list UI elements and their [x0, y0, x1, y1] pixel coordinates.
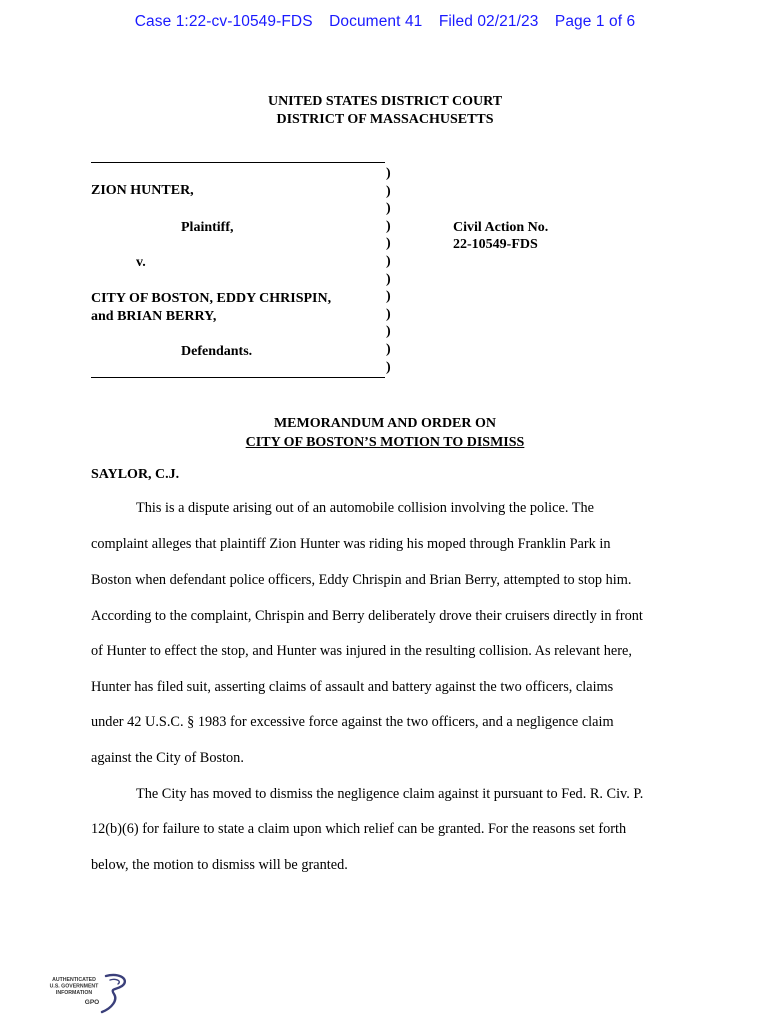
body-line: Boston when defendant police officers, Eddy Chrispin and Brian Berry, attempted to stop him. [91, 572, 632, 588]
caption-paren: ) [386, 324, 391, 340]
court-name: UNITED STATES DISTRICT COURT [267, 94, 503, 109]
seal-mark: GPO [84, 999, 100, 1006]
memorandum-title: MEMORANDUM AND ORDER ON [273, 416, 497, 431]
body-line: This is a dispute arising out of an automobile collision involving the police. The [136, 500, 594, 516]
caption-paren: ) [386, 253, 391, 269]
body-line: complaint alleges that plaintiff Zion Hunter was riding his moped through Franklin Park in [91, 536, 611, 552]
gpo-authentication-seal [44, 972, 134, 1018]
defendants-role: Defendants. [181, 344, 253, 359]
body-line: below, the motion to dismiss will be granted. [91, 857, 348, 873]
plaintiff-name: ZION HUNTER, [91, 183, 194, 198]
caption-paren: ) [386, 359, 391, 375]
caption-top-rule [91, 162, 385, 163]
caption-paren: ) [386, 236, 391, 252]
gpo-eagle-icon [44, 972, 134, 1018]
document-number: Document 41 [329, 13, 423, 30]
court-district: DISTRICT OF MASSACHUSETTS [276, 112, 494, 127]
versus-label: v. [136, 255, 146, 270]
body-line: The City has moved to dismiss the negligence claim against it pursuant to Fed. R. Civ. P. [136, 786, 644, 802]
caption-paren: ) [386, 306, 391, 322]
civil-action-number: 22-10549-FDS [453, 237, 538, 252]
defendants-names-line1: CITY OF BOSTON, EDDY CHRISPIN, [91, 291, 332, 306]
caption-paren-column [386, 165, 396, 376]
body-line: under 42 U.S.C. § 1983 for excessive force against the two officers, and a negligence claim [91, 714, 614, 730]
judge-attribution: SAYLOR, C.J. [91, 467, 180, 482]
body-line: of Hunter to effect the stop, and Hunter was injured in the resulting collision. As relevant here, [91, 643, 632, 659]
caption-paren: ) [386, 271, 391, 287]
body-line: against the City of Boston. [91, 750, 244, 766]
caption-paren: ) [386, 166, 391, 181]
caption-paren: ) [386, 218, 391, 234]
seal-text-line: AUTHENTICATED [52, 977, 96, 983]
memorandum-subtitle: CITY OF BOSTON’S MOTION TO DISMISS [245, 435, 525, 450]
case-header-stamp [0, 13, 770, 31]
civil-action-label: Civil Action No. [453, 220, 549, 235]
body-line: Hunter has filed suit, asserting claims of assault and battery against the two officers, claims [91, 679, 614, 695]
filed-date: Filed 02/21/23 [438, 13, 539, 30]
case-number: Case 1:22-cv-10549-FDS [134, 13, 313, 30]
seal-text-line: INFORMATION [55, 990, 93, 996]
page-indicator: Page 1 of 6 [554, 13, 636, 30]
caption-paren: ) [386, 341, 391, 357]
memorandum-subtitle-wrap [0, 433, 770, 451]
seal-text-line: U.S. GOVERNMENT [49, 983, 99, 990]
caption-bottom-rule [91, 377, 385, 378]
body-line: According to the complaint, Chrispin and Berry deliberately drove their cruisers directly in front [91, 608, 643, 624]
caption-paren: ) [386, 289, 391, 305]
caption-paren: ) [386, 183, 391, 199]
body-line: 12(b)(6) for failure to state a claim upon which relief can be granted. For the reasons set forth [91, 821, 627, 837]
caption-paren: ) [386, 201, 391, 217]
plaintiff-role: Plaintiff, [181, 220, 234, 235]
defendants-names-line2: and BRIAN BERRY, [91, 309, 217, 324]
